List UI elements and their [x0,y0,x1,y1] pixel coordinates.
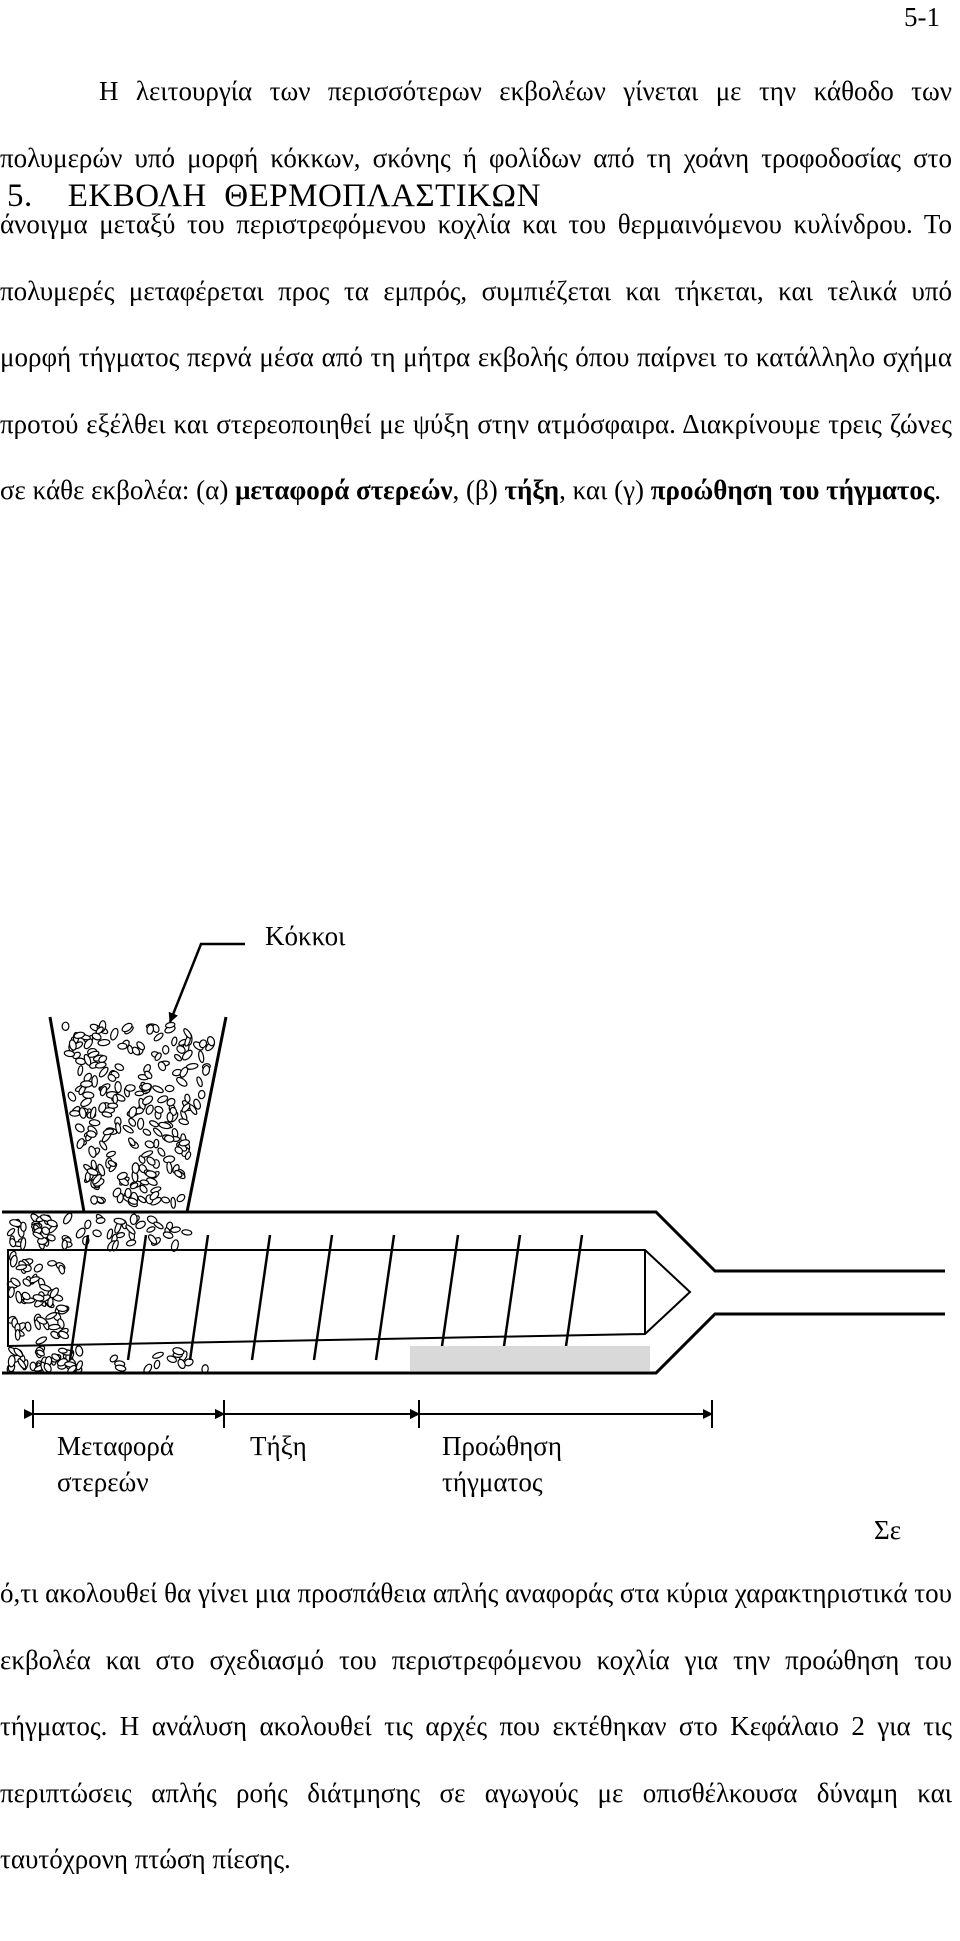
intro-text-3: , και (γ) [559,475,651,505]
pellet [171,1197,176,1208]
pellet [76,1138,86,1150]
pellet [152,1084,164,1093]
pellet [46,1219,57,1228]
pellet [115,1081,122,1092]
pellet [179,1066,190,1078]
pellet [88,1145,98,1158]
pellet [157,1147,167,1157]
pellet [92,1076,98,1088]
screw-flights [70,1235,582,1360]
pellet [127,1137,136,1147]
pellet [6,1227,16,1236]
pellet [196,1076,204,1087]
paragraph-first-word: Σε [874,1515,902,1545]
pellet-label-arrow [170,944,245,1022]
pellet [77,1065,83,1076]
pellet [114,1063,125,1072]
zone-label-melt-pumping [442,1428,562,1500]
pellet [153,1032,164,1042]
pellet [154,1139,159,1148]
screw-root [8,1250,690,1346]
zone1-line2: στερεών [57,1467,149,1497]
pellet [62,1212,74,1225]
melt-fill-band [410,1346,650,1371]
zone1-line1: Μεταφορά [57,1431,175,1461]
pellet [165,1085,174,1091]
pellet [144,1140,155,1149]
pellet [89,1107,96,1119]
pellet [130,1214,138,1225]
pellet [9,1238,17,1248]
chapter-title: 5. ΕΚΒΟΛΗ ΘΕΡΜΟΠΛΑΣΤΙΚΩΝ [7,178,541,214]
intro-text-1: Η λειτουργία των περισσότερων εκβολέων γίνεται με την κάθοδο των πολυμερών υπό μορφή κόκκων, σκόνης ή φολίδων από τη χοάνη τροφοδοσίας στο άνοιγμα μεταξύ του περιστρεφόμενου κοχλία και του θερμαινόμενου κυλίνδρου. Το πολυμερές μεταφέρεται προς τα εμπρός, συμπιέζεται και τήκεται, και τελικά υπό μορφή τήγματος περνά μέσα από τη μήτρα εκβολής όπου παίρνει το κατάλληλο σχήμα προτού εξέλθει και στερεοποιηθεί με ψύξη στην ατμόσφαιρα. Διακρίνουμε τρεις ζώνες σε κάθε εκβολέα: (α) [0,76,952,505]
pellet [106,1150,116,1158]
pellet [129,1182,138,1190]
pellet [15,1330,20,1340]
pellet [62,1240,68,1249]
pellet [198,1090,205,1099]
pellet [74,1122,86,1133]
pellet [75,1345,84,1356]
zone-term-melt-pumping: προώθηση του τήγματος [650,475,935,505]
zone-label-solids-conveying [57,1428,174,1500]
pellet [33,1263,44,1274]
pellet [153,1360,160,1369]
pellet [128,1106,138,1119]
pellet [137,1118,144,1129]
pellet [161,1196,171,1204]
pellet [113,1095,118,1104]
analysis-paragraph: ό,τι ακολουθεί θα γίνει μια προσπάθεια απλής αναφοράς στα κύρια χαρακτηριστικά του εκβολέα και στο σχεδιασμό του περιστρεφόμενου κοχλία για την προώθηση του τήγματος. Η ανάλυση ακολουθεί τις αρχές που εκτέθηκαν στο Κεφάλαιο 2 για τις περιπτώσεις απλής ροής διάτμησης σε αγωγούς με οπισθέλκουσα δύναμη και ταυτόχρονη πτώση πίεσης. [0,1578,952,1874]
pellet [9,1219,22,1228]
pellet [25,1322,32,1332]
pellet [171,1037,178,1047]
pellet [114,1217,126,1225]
pellet [67,1091,78,1103]
pellet [118,1043,127,1049]
pellets-label: Κόκκοι [265,921,346,951]
pellet [162,1045,168,1054]
zone-term-melting: τήξη [504,475,560,505]
pellet [81,1081,93,1088]
intro-text-2: , (β) [452,475,505,505]
pellet [109,1027,119,1040]
pellet [89,1119,100,1126]
pellet [166,1162,172,1174]
pellet [39,1283,52,1292]
pellet [127,1117,137,1127]
zone3-line1: Προώθηση [442,1431,562,1461]
pellet [142,1128,152,1137]
pellets [6,1020,216,1374]
pellet [147,1234,158,1246]
pellet [126,1239,137,1247]
pellet [35,1336,48,1346]
pellet [145,1170,157,1179]
pellet [84,1219,92,1229]
pellet [125,1085,135,1092]
pellet [198,1050,205,1062]
pellet [48,1324,60,1330]
pellet [173,1053,182,1062]
pellet [182,1229,193,1235]
page-number: 5-1 [904,2,940,32]
pellet [15,1291,23,1304]
pellet [92,1229,102,1238]
pellet [149,1119,160,1127]
zone-label-melting: Τήξη [250,1431,307,1461]
intro-text-4: . [934,475,942,505]
pellet [146,1226,156,1233]
pellet [20,1222,26,1231]
pellet [62,1022,69,1031]
pellet [70,1111,80,1117]
pellet [137,1195,147,1204]
pellet [108,1103,118,1108]
pellet [48,1260,57,1266]
pellet [152,1351,164,1359]
pellet [125,1188,131,1197]
zone-term-solids-conveying: μεταφορά στερεών [235,475,453,505]
pellet [58,1348,67,1354]
pellet [152,1127,163,1138]
pellet [176,1193,186,1203]
zone3-line2: τήγματος [442,1467,543,1497]
pellet [91,1196,98,1205]
zone-dimension-lines [33,1400,712,1428]
pellet [79,1097,92,1109]
pellet [167,1113,173,1122]
pellet [132,1163,139,1174]
